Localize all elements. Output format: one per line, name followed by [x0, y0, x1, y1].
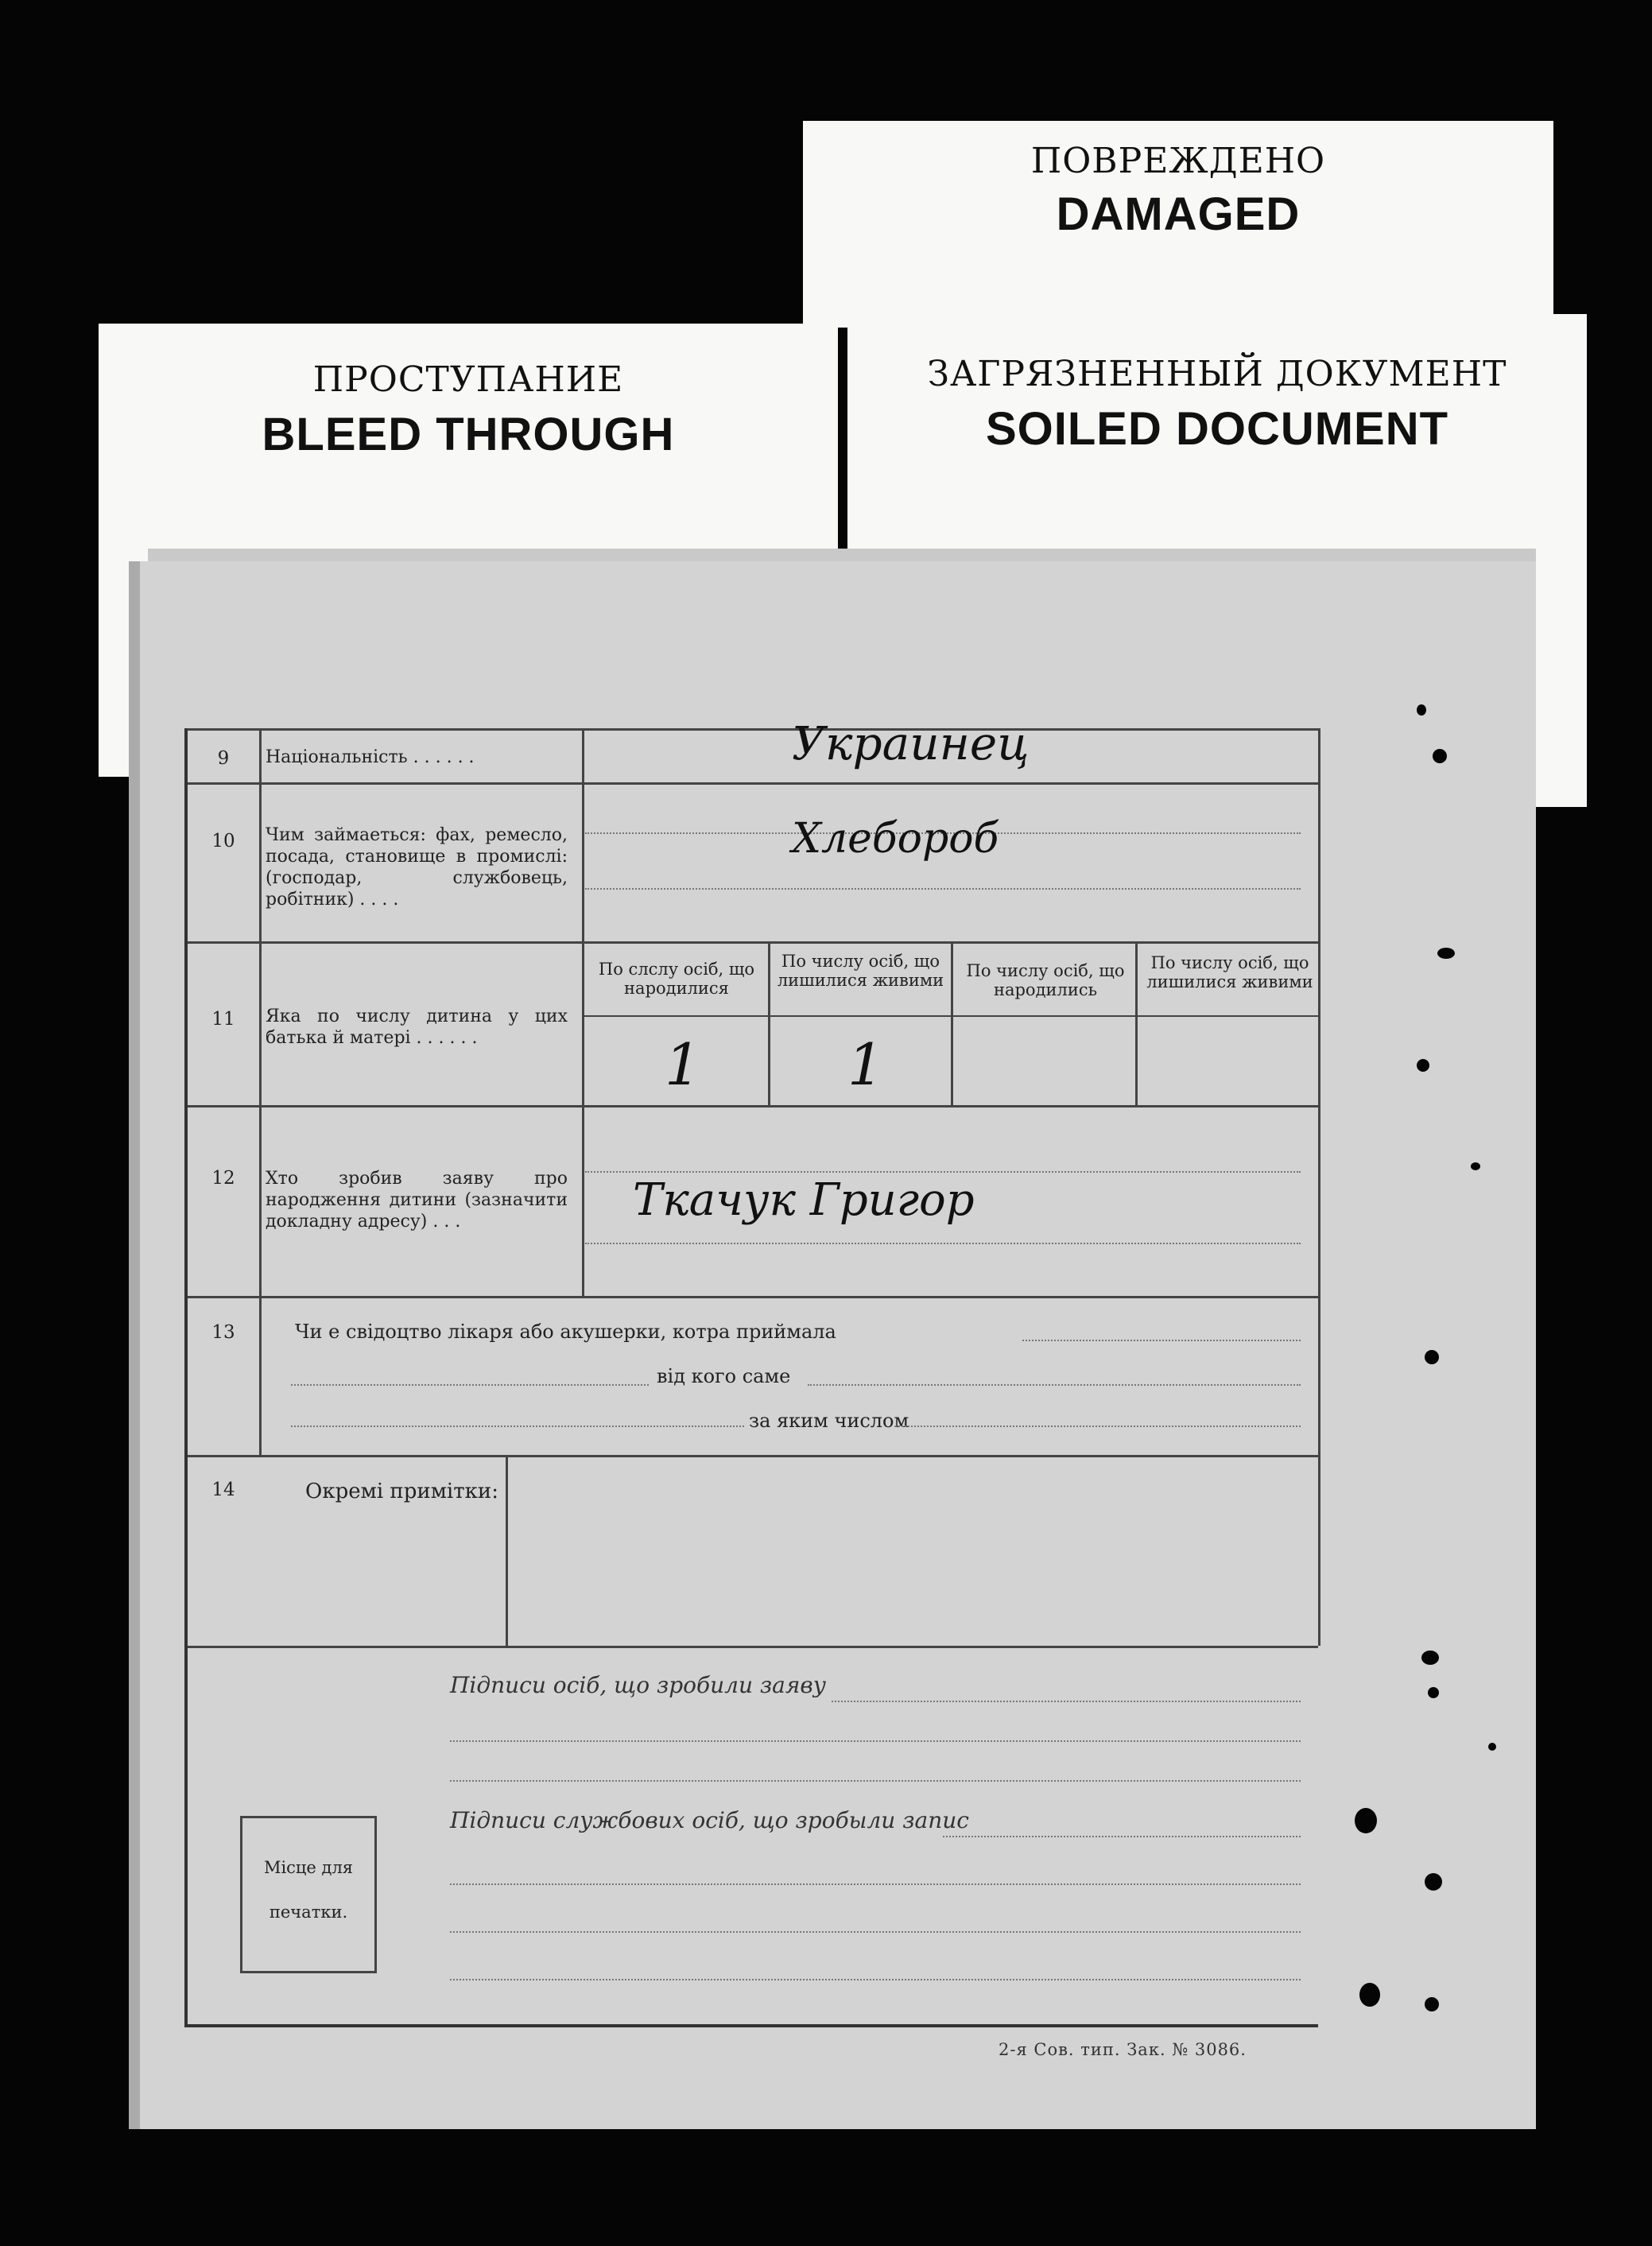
- nationality-value: Украинец: [792, 716, 1030, 770]
- occupation-label: Чим займаеться: фах, ремесло, посада, становище в промислі: (господар, службовець, робітник) . . . .: [266, 825, 568, 910]
- row-number: 14: [211, 1480, 235, 1500]
- soiled-tag-en: SOILED DOCUMENT: [985, 403, 1449, 455]
- row-number: 13: [211, 1322, 235, 1343]
- dotted-line: [585, 888, 1301, 890]
- soiled-tag-ru: ЗАГРЯЗНЕННЫЙ ДОКУМЕНТ: [927, 354, 1507, 394]
- dotted-line: [450, 1979, 1301, 1980]
- binding-hole: [1425, 1350, 1439, 1364]
- binding-hole: [1417, 1059, 1429, 1072]
- row-certificate: [188, 1296, 1318, 1457]
- row-child-order: [188, 941, 1318, 1107]
- declarant-value: Ткачук Григор: [633, 1174, 975, 1226]
- binding-hole: [1421, 1651, 1439, 1665]
- bleed-tag-ru: ПРОСТУПАНИЕ: [312, 359, 624, 400]
- from-whom-label: від кого саме: [657, 1365, 791, 1387]
- born-count-value: 1: [665, 1031, 701, 1098]
- col-divider: [951, 944, 953, 1107]
- col-header-living-2: По числу осіб, що лишилися живими: [1146, 953, 1313, 991]
- dotted-line: [585, 1171, 1301, 1173]
- right-border: [1318, 728, 1320, 1646]
- row-number: 10: [211, 831, 235, 851]
- row-nationality: [188, 716, 1318, 785]
- record-form-table: [184, 716, 1318, 2027]
- binding-hole: [1355, 1808, 1377, 1833]
- binding-hole: [1428, 1687, 1439, 1698]
- occupation-value: Хлебороб: [792, 815, 999, 863]
- row-declarant: [188, 1105, 1318, 1298]
- stamp-label-line1: Місце для: [263, 1858, 354, 1877]
- living-count-value: 1: [847, 1031, 884, 1098]
- dotted-line: [585, 1243, 1301, 1244]
- label-col-divider: [582, 728, 584, 1296]
- row-number: 11: [211, 1009, 235, 1030]
- officials-signatures-label: Підписи службових осіб, що зробыли запис: [450, 1807, 969, 1833]
- birth-record-sheet: [129, 561, 1536, 2129]
- applicants-signatures-label: Підписи осіб, що зробили заяву: [450, 1672, 826, 1698]
- stamp-label-line2: печатки.: [269, 1903, 348, 1922]
- damaged-tag-ru: ПОВРЕЖДЕНО: [1030, 141, 1326, 181]
- binding-hole: [1471, 1162, 1480, 1170]
- damaged-tag: [803, 121, 1553, 328]
- col-divider: [768, 944, 770, 1107]
- child-order-label: Яка по числу дитина у цих батька й матері . . . . . .: [266, 1007, 568, 1048]
- row-occupation: [188, 782, 1318, 944]
- dotted-line: [450, 1883, 1301, 1885]
- binding-hole: [1359, 1983, 1380, 2007]
- col-header-born-2: По числу осіб, що народились: [966, 961, 1125, 999]
- binding-hole: [1425, 1997, 1439, 2011]
- dotted-line: [895, 1426, 1301, 1427]
- dotted-line: [450, 1780, 1301, 1782]
- certificate-question: Чи е свідоцтво лікаря або акушерки, котра приймала: [295, 1321, 836, 1343]
- declarant-label: Хто зробив заяву про народження дитини (зазначити докладну адресу) . . .: [266, 1169, 568, 1232]
- dotted-line: [832, 1701, 1301, 1702]
- date-label: за яким числом: [749, 1410, 909, 1432]
- row-number: 9: [217, 748, 230, 769]
- dotted-line: [808, 1384, 1301, 1386]
- binding-hole: [1425, 1873, 1442, 1891]
- dotted-line: [291, 1384, 649, 1386]
- dotted-line: [1022, 1340, 1301, 1341]
- dotted-line: [291, 1426, 744, 1427]
- binding-hole: [1437, 948, 1455, 959]
- bleed-tag-en: BLEED THROUGH: [262, 409, 675, 460]
- row-notes: [188, 1455, 1318, 1648]
- col-divider: [1135, 944, 1138, 1107]
- binding-hole: [1417, 704, 1426, 716]
- stamp-placeholder-box: [240, 1816, 377, 1973]
- row-number: 12: [211, 1168, 235, 1189]
- dotted-line: [943, 1836, 1301, 1837]
- header-rule: [582, 1015, 1318, 1017]
- col-divider: [506, 1457, 508, 1648]
- col-header-born: По слслу осіб, що народилися: [598, 960, 755, 998]
- binding-hole: [1433, 749, 1447, 763]
- damaged-tag-en: DAMAGED: [1056, 188, 1301, 240]
- notes-label: Окремі примітки:: [305, 1480, 498, 1503]
- printer-imprint: 2-я Сов. тип. Зак. № 3086.: [999, 2040, 1247, 2059]
- dotted-line: [450, 1740, 1301, 1742]
- binding-hole: [1488, 1743, 1496, 1751]
- col-header-living: По числу осіб, що лишилися живими: [777, 952, 944, 990]
- nationality-label: Національність . . . . . .: [266, 747, 475, 767]
- num-col-divider: [259, 728, 262, 1455]
- dotted-line: [450, 1931, 1301, 1933]
